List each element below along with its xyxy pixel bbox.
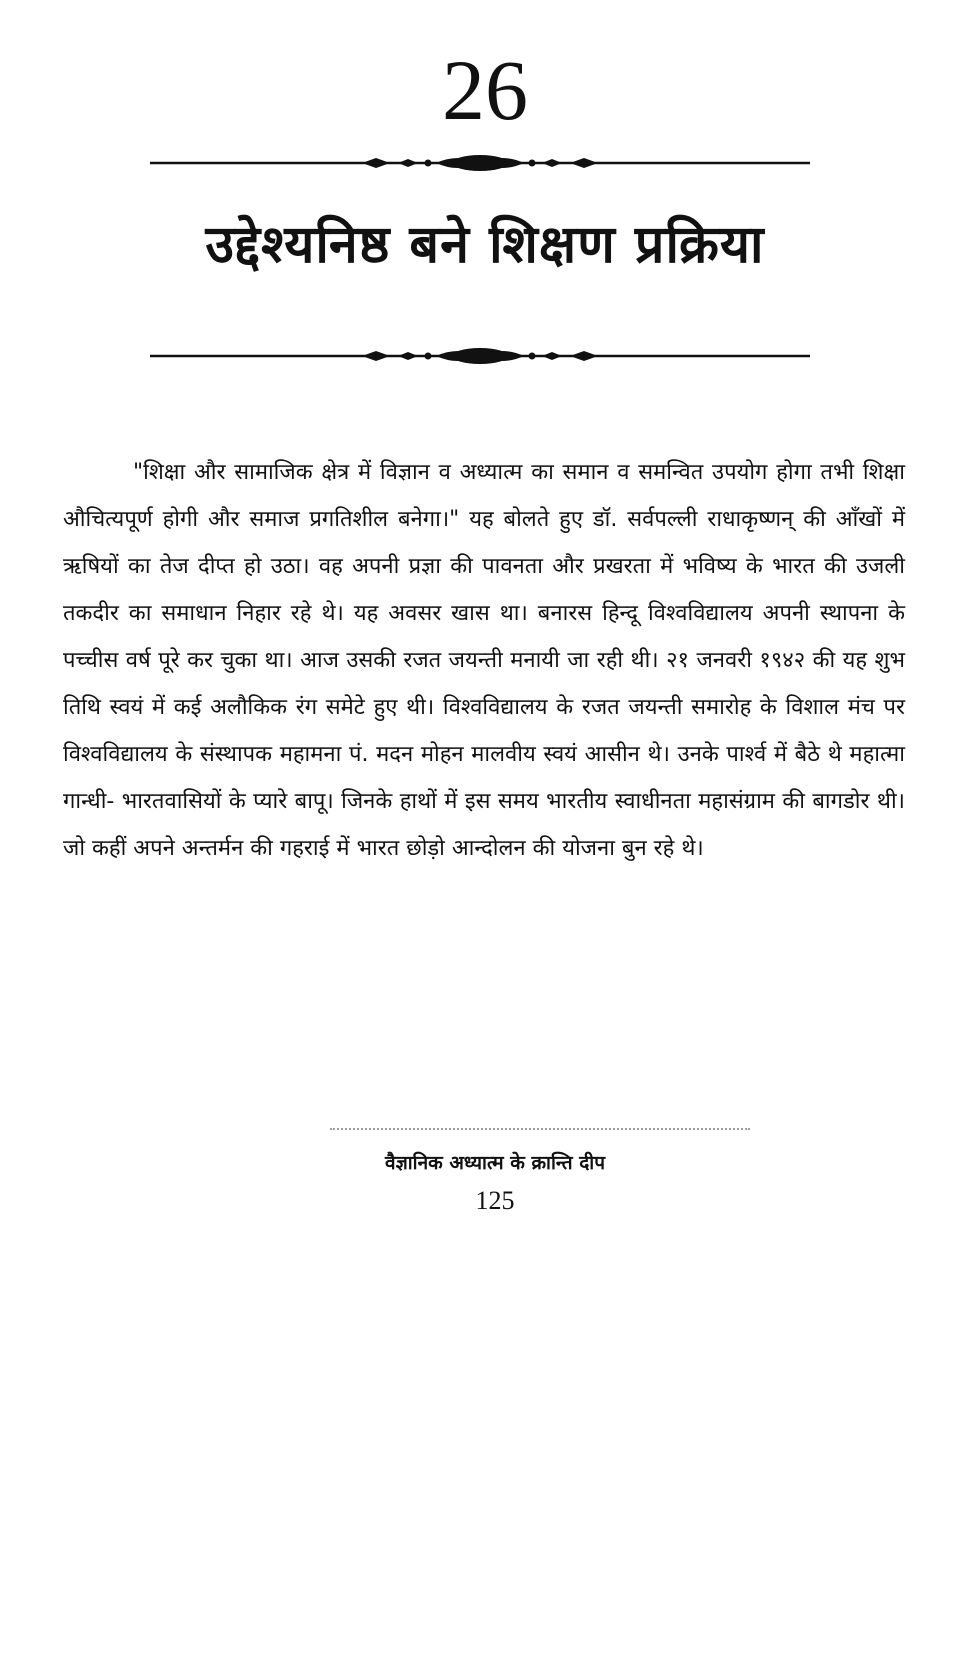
chapter-title: उद्देश्यनिष्ठ बने शिक्षण प्रक्रिया [205,215,765,275]
footer-dotted-rule [330,1128,750,1130]
body-text [63,449,905,872]
ornament-divider-top [150,153,810,173]
ornament-divider-bottom [150,346,810,366]
footer-book-title: वैज्ञानिक अध्यात्म के क्रान्ति दीप [385,1152,605,1174]
body-paragraph: "शिक्षा और सामाजिक क्षेत्र में विज्ञान व अध्यात्म का समान व समन्वित उपयोग होगा तभी शिक्षा औचित्यपूर्ण होगी और समाज प्रगतिशील बनेगा।" यह बोलते हुए डॉ. सर्वपल्ली राधाकृष्णन् की आँखों में ऋषियों का तेज दीप्त हो उठा। वह अपनी प्रज्ञा की पावनता और प्रखरता में भविष्य के भारत की उजली तकदीर का समाधान निहार रहे थे। यह अवसर खास था। बनारस हिन्दू विश्वविद्यालय अपनी स्थापना के पच्चीस वर्ष पूरे कर चुका था। आज उसकी रजत जयन्ती मनायी जा रही थी। २१ जनवरी १९४२ की यह शुभ तिथि स्वयं में कई अलौकिक रंग समेटे हुए थी। विश्वविद्यालय के रजत जयन्ती समारोह के विशाल मंच पर विश्वविद्यालय के संस्थापक महामना पं. मदन मोहन मालवीय स्वयं आसीन थे। उनके पार्श्व में बैठे थे महात्मा गान्धी- भारतवासियों के प्यारे बापू। जिनके हाथों में इस समय भारतीय स्वाधीनता महासंग्राम की बागडोर थी। जो कहीं अपने अन्तर्मन की गहराई में भारत छोड़ो आन्दोलन की योजना बुन रहे थे। [63,460,905,861]
page-number: 125 [475,1186,515,1215]
chapter-number: 26 [442,42,528,138]
